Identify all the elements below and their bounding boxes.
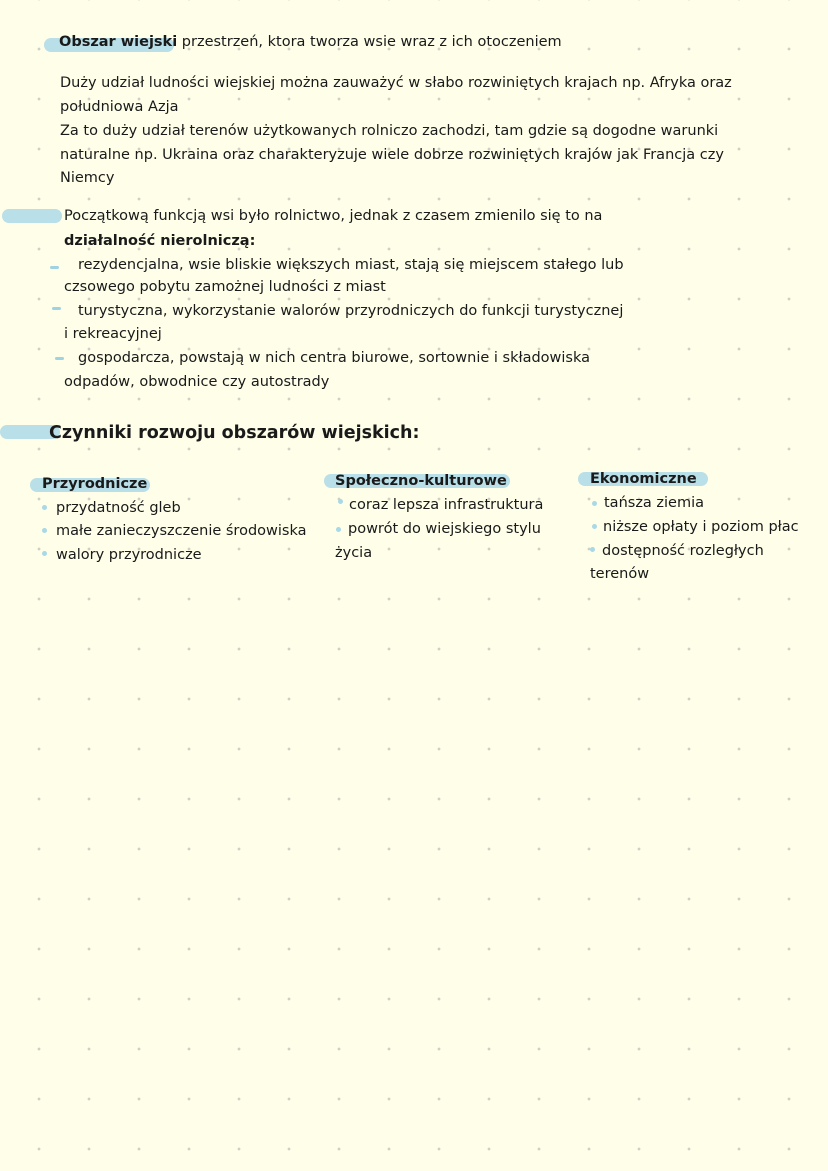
paragraph-line: południowa Azja [60,99,179,115]
highlight-mark [2,209,62,223]
factor-item: dostępność rozległych [602,543,764,559]
dash-icon [50,266,59,269]
paragraph-line: naturalne np. Ukraina oraz charakteryzuje wiele dobrze rozwiniętych krajów jak Francja czy [60,147,724,163]
paragraph-line: Duży udział ludności wiejskiej można zauważyć w słabo rozwiniętych krajach np. Afryka oraz [60,75,732,91]
factor-item: tańsza ziemia [604,495,705,511]
factor-item: przydatność gleb [56,500,181,516]
column-heading: Ekonomiczne [590,471,697,487]
bullet-icon [592,501,597,506]
column-heading: Społeczno-kulturowe [335,473,507,489]
bullet-icon [42,505,47,510]
factor-item: walory przyrodnicze [56,547,202,563]
definition-line [59,32,562,52]
bullet-icon [338,499,343,504]
paragraph-line: Za to duży udział terenów użytkowanych rolniczo zachodzi, tam gdzie są dogodne warunki [60,123,719,139]
factors-title: Czynniki rozwoju obszarów wiejskich: [49,423,420,443]
paragraph-line: Niemcy [60,170,115,186]
function-item-cont: czsowego pobytu zamożnej ludności z miast [64,279,386,295]
bullet-icon [590,547,595,552]
bullet-icon [592,524,597,529]
term: Obszar wiejski [59,34,178,50]
factor-item: niższe opłaty i poziom płac [603,519,799,535]
column-heading: Przyrodnicze [42,476,148,492]
factor-item: powrót do wiejskiego stylu [348,521,541,537]
factor-item: małe zanieczyszczenie środowiska [56,523,307,539]
function-item: turystyczna, wykorzystanie walorów przyrodniczych do funkcji turystycznej [78,303,624,319]
function-item-cont: i rekreacyjnej [64,326,162,342]
function-item: rezydencjalna, wsie bliskie większych miast, stają się miejscem stałego lub [78,257,624,273]
bullet-icon [42,551,47,556]
factor-item-cont: terenów [590,566,650,582]
functions-heading: działalność nierolniczą: [64,233,256,249]
functions-intro: Początkową funkcją wsi było rolnictwo, jednak z czasem zmienilo się to na [64,208,603,224]
bullet-icon [336,527,341,532]
function-item: gospodarcza, powstają w nich centra biurowe, sortownie i składowiska [78,350,591,366]
dash-icon [52,307,61,310]
factor-item-cont: życia [335,545,373,561]
factor-item: coraz lepsza infrastruktura [349,497,544,513]
dash-icon [55,357,64,360]
definition: przestrzeń, ktora tworza wsie wraz z ich otoczeniem [181,34,562,50]
function-item-cont: odpadów, obwodnice czy autostrady [64,374,330,390]
bullet-icon [42,528,47,533]
